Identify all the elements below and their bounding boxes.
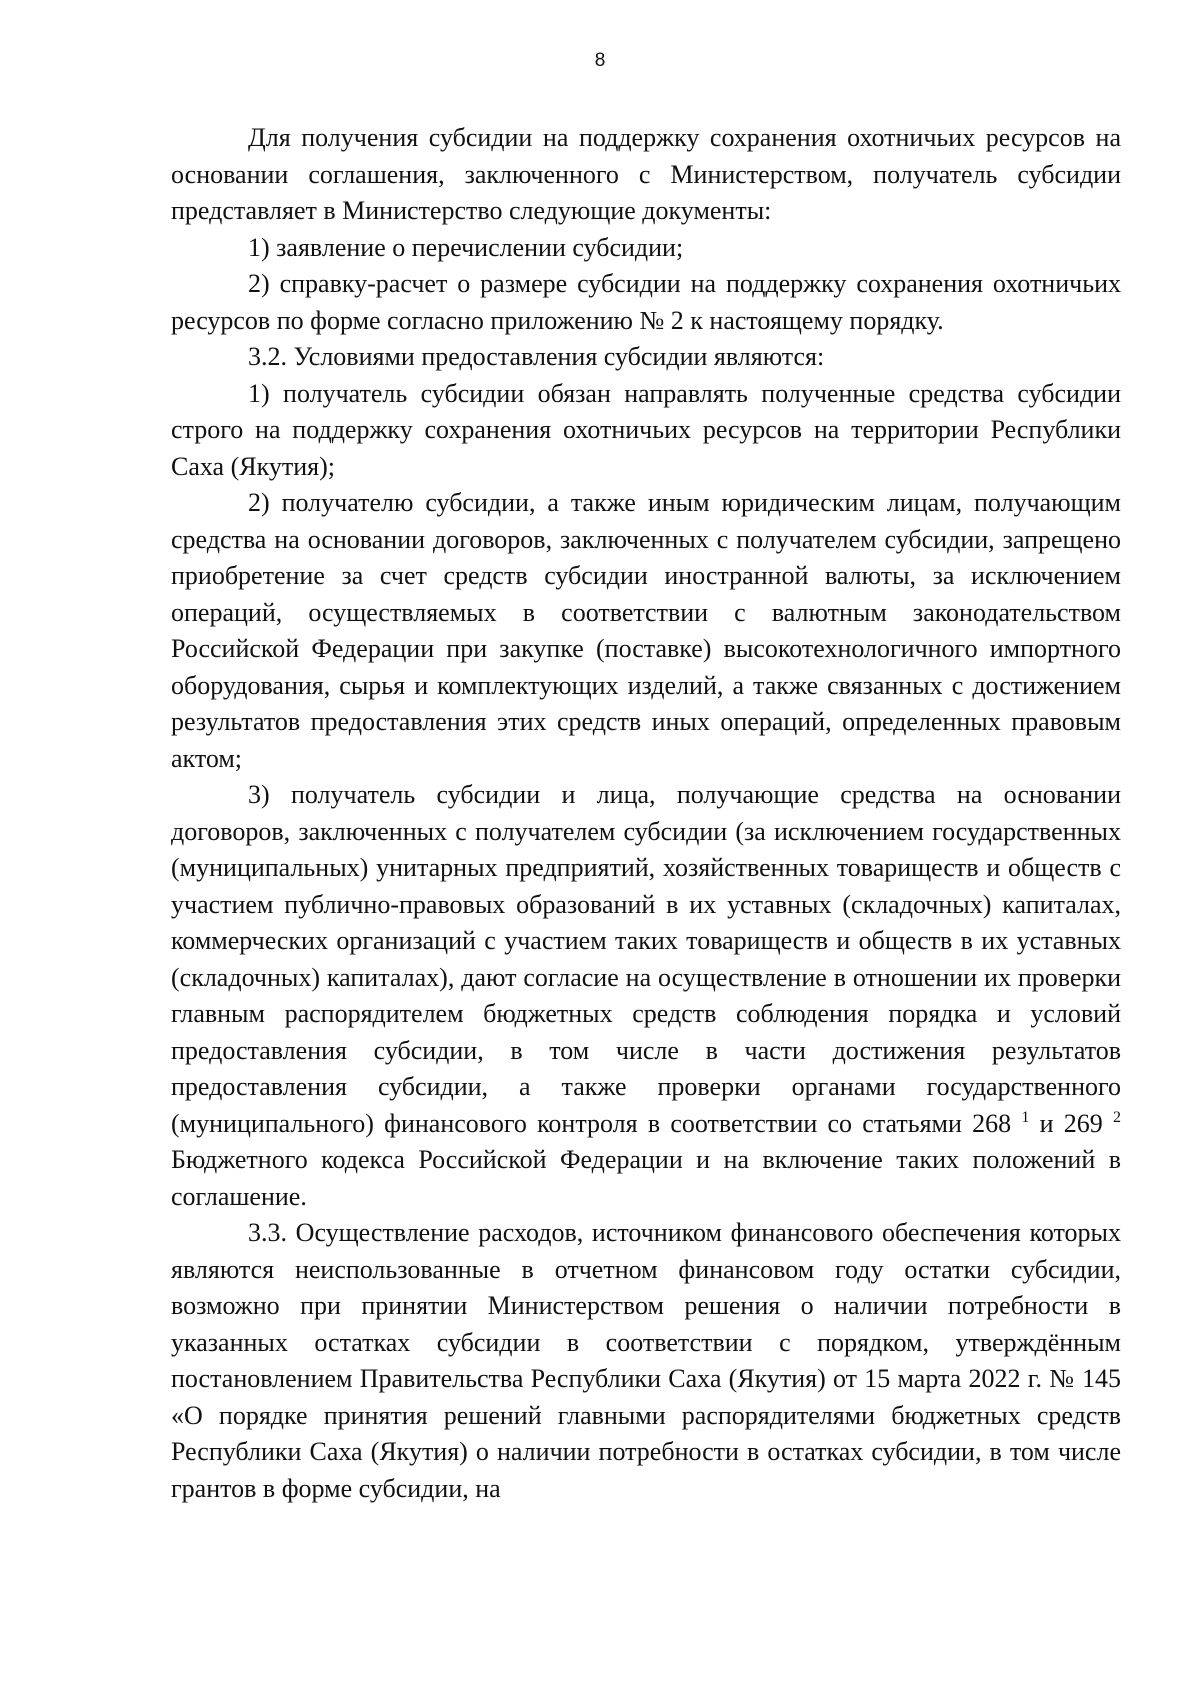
condition-3-text-part-1: 3) получатель субсидии и лица, получающие средства на основании договоров, заключенных с получателем субсидии (за исключением государственных (муниципальных) унитарных предприятий, хозяйственных товариществ и обществ с участием публично-правовых образований в их уставных (складочных) капиталах, коммерческих организаций с участием таких товариществ и обществ в их уставных (складочных) капиталах), дают согласие на осуществление в отношении их проверки главным распорядителем бюджетных средств соблюдения порядка и условий предоставления субсидии, в том числе в части достижения результатов предоставления субсидии, а также проверки органами государственного (муниципального) финансового контроля в соответствии со статьями 268 (171, 780, 1121, 1138)
paragraph-condition-1: 1) получатель субсидии обязан направлять полученные средства субсидии строго на поддержку сохранения охотничьих ресурсов на территории Республики Саха (Якутия); (171, 378, 1121, 481)
paragraph-documents-intro: Для получения субсидии на поддержку сохранения охотничьих ресурсов на основании соглашения, заключенного с Министерством, получатель субсидии представляет в Министерство следующие документы: (171, 123, 1121, 225)
condition-3-text-part-2: и 269 (1029, 1108, 1103, 1138)
document-body (171, 120, 1121, 1507)
condition-3-text-part-3: Бюджетного кодекса Российской Федерации и на включение таких положений в соглашение. (171, 1145, 1121, 1211)
superscript-2: 2 (1113, 1108, 1122, 1126)
paragraph-section-3-2-heading: 3.2. Условиями предоставления субсидии являются: (248, 342, 825, 371)
paragraph-condition-3 (171, 777, 1121, 1215)
superscript-1: 1 (1021, 1108, 1030, 1126)
paragraph-section-3-3: 3.3. Осуществление расходов, источником финансового обеспечения которых являются неиспользованные в отчетном финансовом году остатки субсидии, возможно при принятии Министерством решения о наличии потребности в указанных остатках субсидии в соответствии с порядком, утверждённым постановлением Правительства Республики Саха (Якутия) от 15 марта 2022 г. № 145 «О порядке принятия решений главными распорядителями бюджетных средств Республики Саха (Якутия) о наличии потребности в остатках субсидии, в том числе грантов в форме субсидии, на (171, 1218, 1121, 1503)
page-number: 8 (594, 50, 606, 71)
paragraph-condition-2: 2) получателю субсидии, а также иным юридическим лицам, получающим средства на основании договоров, заключенных с получателем субсидии, запрещено приобретение за счет средств субсидии иностранной валюты, за исключением операций, осуществляемых в соответствии с валютным законодательством Российской Федерации при закупке (поставке) высокотехнологичного импортного оборудования, сырья и комплектующих изделий, а также связанных с достижением результатов предоставления этих средств иных операций, определенных правовым актом; (171, 488, 1121, 773)
paragraph-item-application: 1) заявление о перечислении субсидии; (248, 232, 684, 262)
paragraph-item-calculation: 2) справку-расчет о размере субсидии на поддержку сохранения охотничьих ресурсов по форме согласно приложению № 2 к настоящему порядку. (171, 269, 1121, 335)
